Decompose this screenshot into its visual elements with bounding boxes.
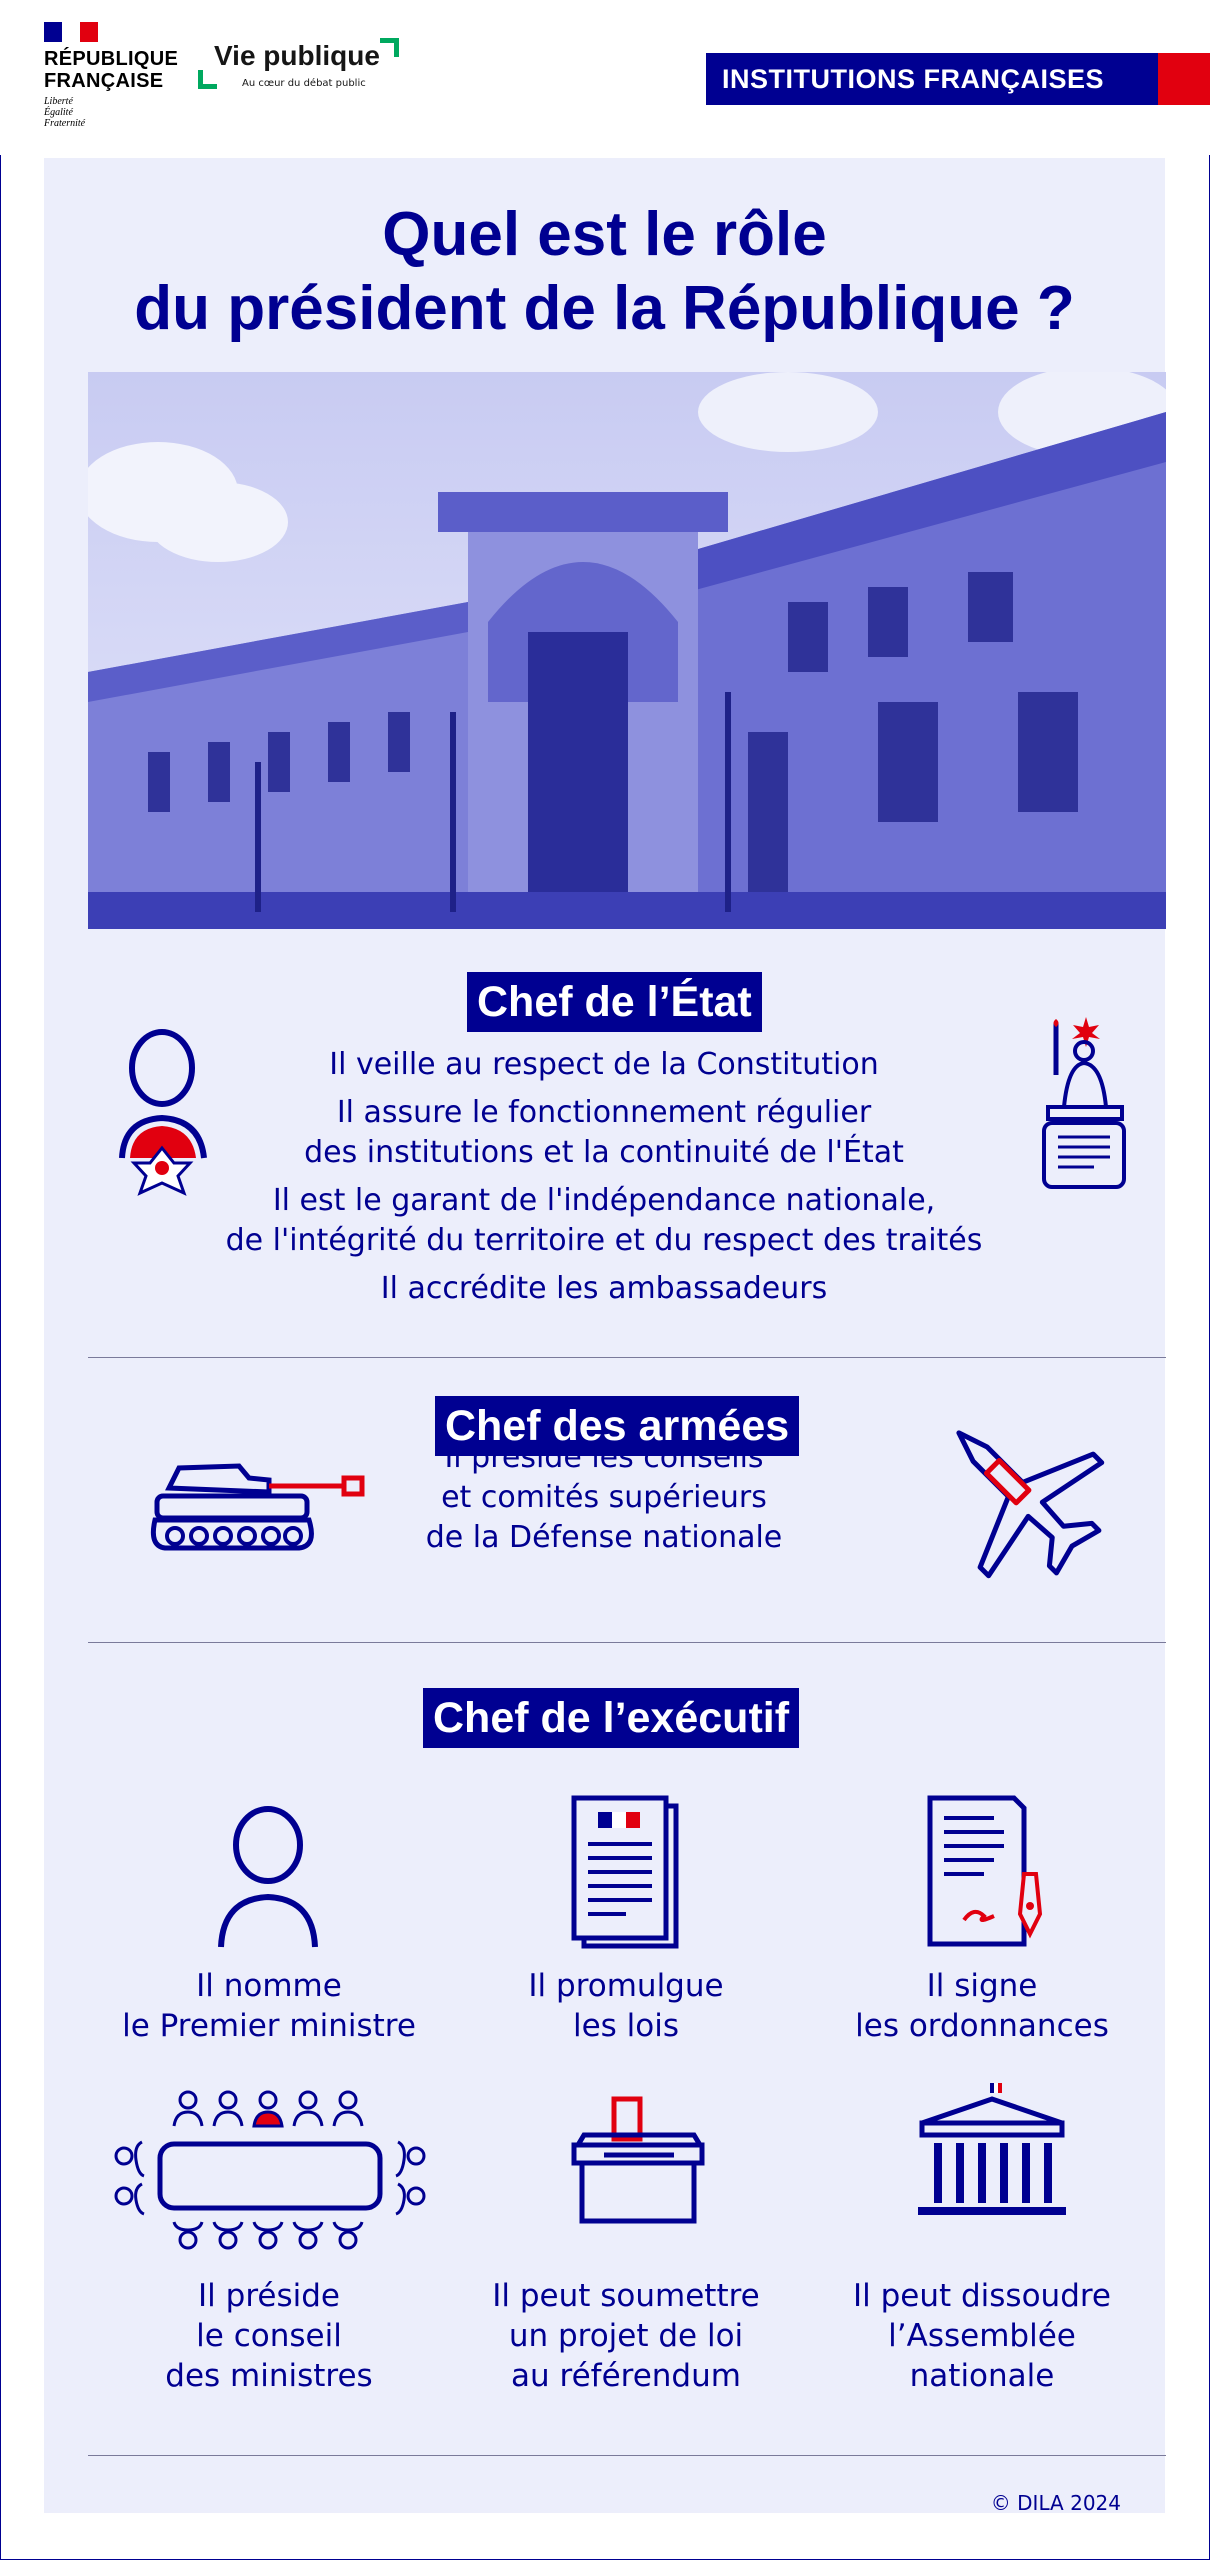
site-tagline: Au cœur du débat public	[242, 78, 366, 89]
tank-icon	[149, 1448, 379, 1562]
french-flag-icon	[44, 22, 98, 42]
republic-title: RÉPUBLIQUE FRANÇAISE	[44, 48, 179, 92]
assembly-building-icon	[912, 2083, 1072, 2237]
logo-corner-icon	[198, 70, 217, 89]
site-name: Vie publique	[214, 40, 380, 71]
label-preside-conseil-ministres: Il préside le conseil des ministres	[165, 2278, 373, 2394]
section-divider	[88, 1642, 1166, 1643]
category-banner	[706, 53, 1210, 105]
signed-document-icon	[924, 1794, 1054, 1958]
section-heading-executif: Chef de l’exécutif	[423, 1688, 799, 1748]
category-label: INSTITUTIONS FRANÇAISES	[722, 64, 1105, 94]
label-referendum: Il peut soumettre un projet de loi au référendum	[492, 2278, 760, 2394]
republique-francaise-logo[interactable]	[44, 22, 178, 129]
etat-description: Il veille au respect de la Constitution Il assure le fonctionnement régulier des institutions et la continuité de l'État Il est le garant de l'indépendance nationale, de l'intégrité du territoire et du respect des traités Il accrédite les ambassadeurs	[225, 1047, 983, 1306]
fighter-jet-icon	[924, 1398, 1114, 1592]
republic-motto: Liberté Égalité Fraternité	[44, 96, 86, 129]
label-promulgue-lois: Il promulgue les lois	[528, 1968, 724, 2044]
logo-corner-icon	[380, 38, 399, 57]
section-heading-etat: Chef de l’État	[467, 972, 762, 1032]
constitution-statue-icon	[1034, 1015, 1134, 1199]
elysee-palace-photo	[88, 372, 1166, 929]
section-heading-armees: Chef des armées	[435, 1396, 799, 1456]
copyright: © DILA 2024	[990, 2491, 1121, 2515]
law-document-icon	[566, 1794, 686, 1958]
header	[0, 0, 1210, 155]
section-divider	[88, 2455, 1166, 2456]
section-divider	[88, 1357, 1166, 1358]
council-table-icon	[112, 2088, 432, 2272]
label-nomme-premier-ministre: Il nomme le Premier ministre	[122, 1968, 416, 2044]
person-icon	[213, 1803, 323, 1957]
vie-publique-logo[interactable]	[198, 38, 398, 94]
page-title: Quel est le rôle du président de la République ?	[134, 200, 1075, 343]
label-signe-ordonnances: Il signe les ordonnances	[855, 1968, 1109, 2044]
label-dissoudre-assemblee: Il peut dissoudre l’Assemblée nationale	[852, 2278, 1112, 2394]
infographic-card	[44, 158, 1165, 2513]
ballot-box-icon	[564, 2095, 714, 2229]
armees-description: Il préside les conseils et comités supérieurs de la Défense nationale	[425, 1440, 783, 1555]
banner-red-block	[1158, 53, 1210, 105]
